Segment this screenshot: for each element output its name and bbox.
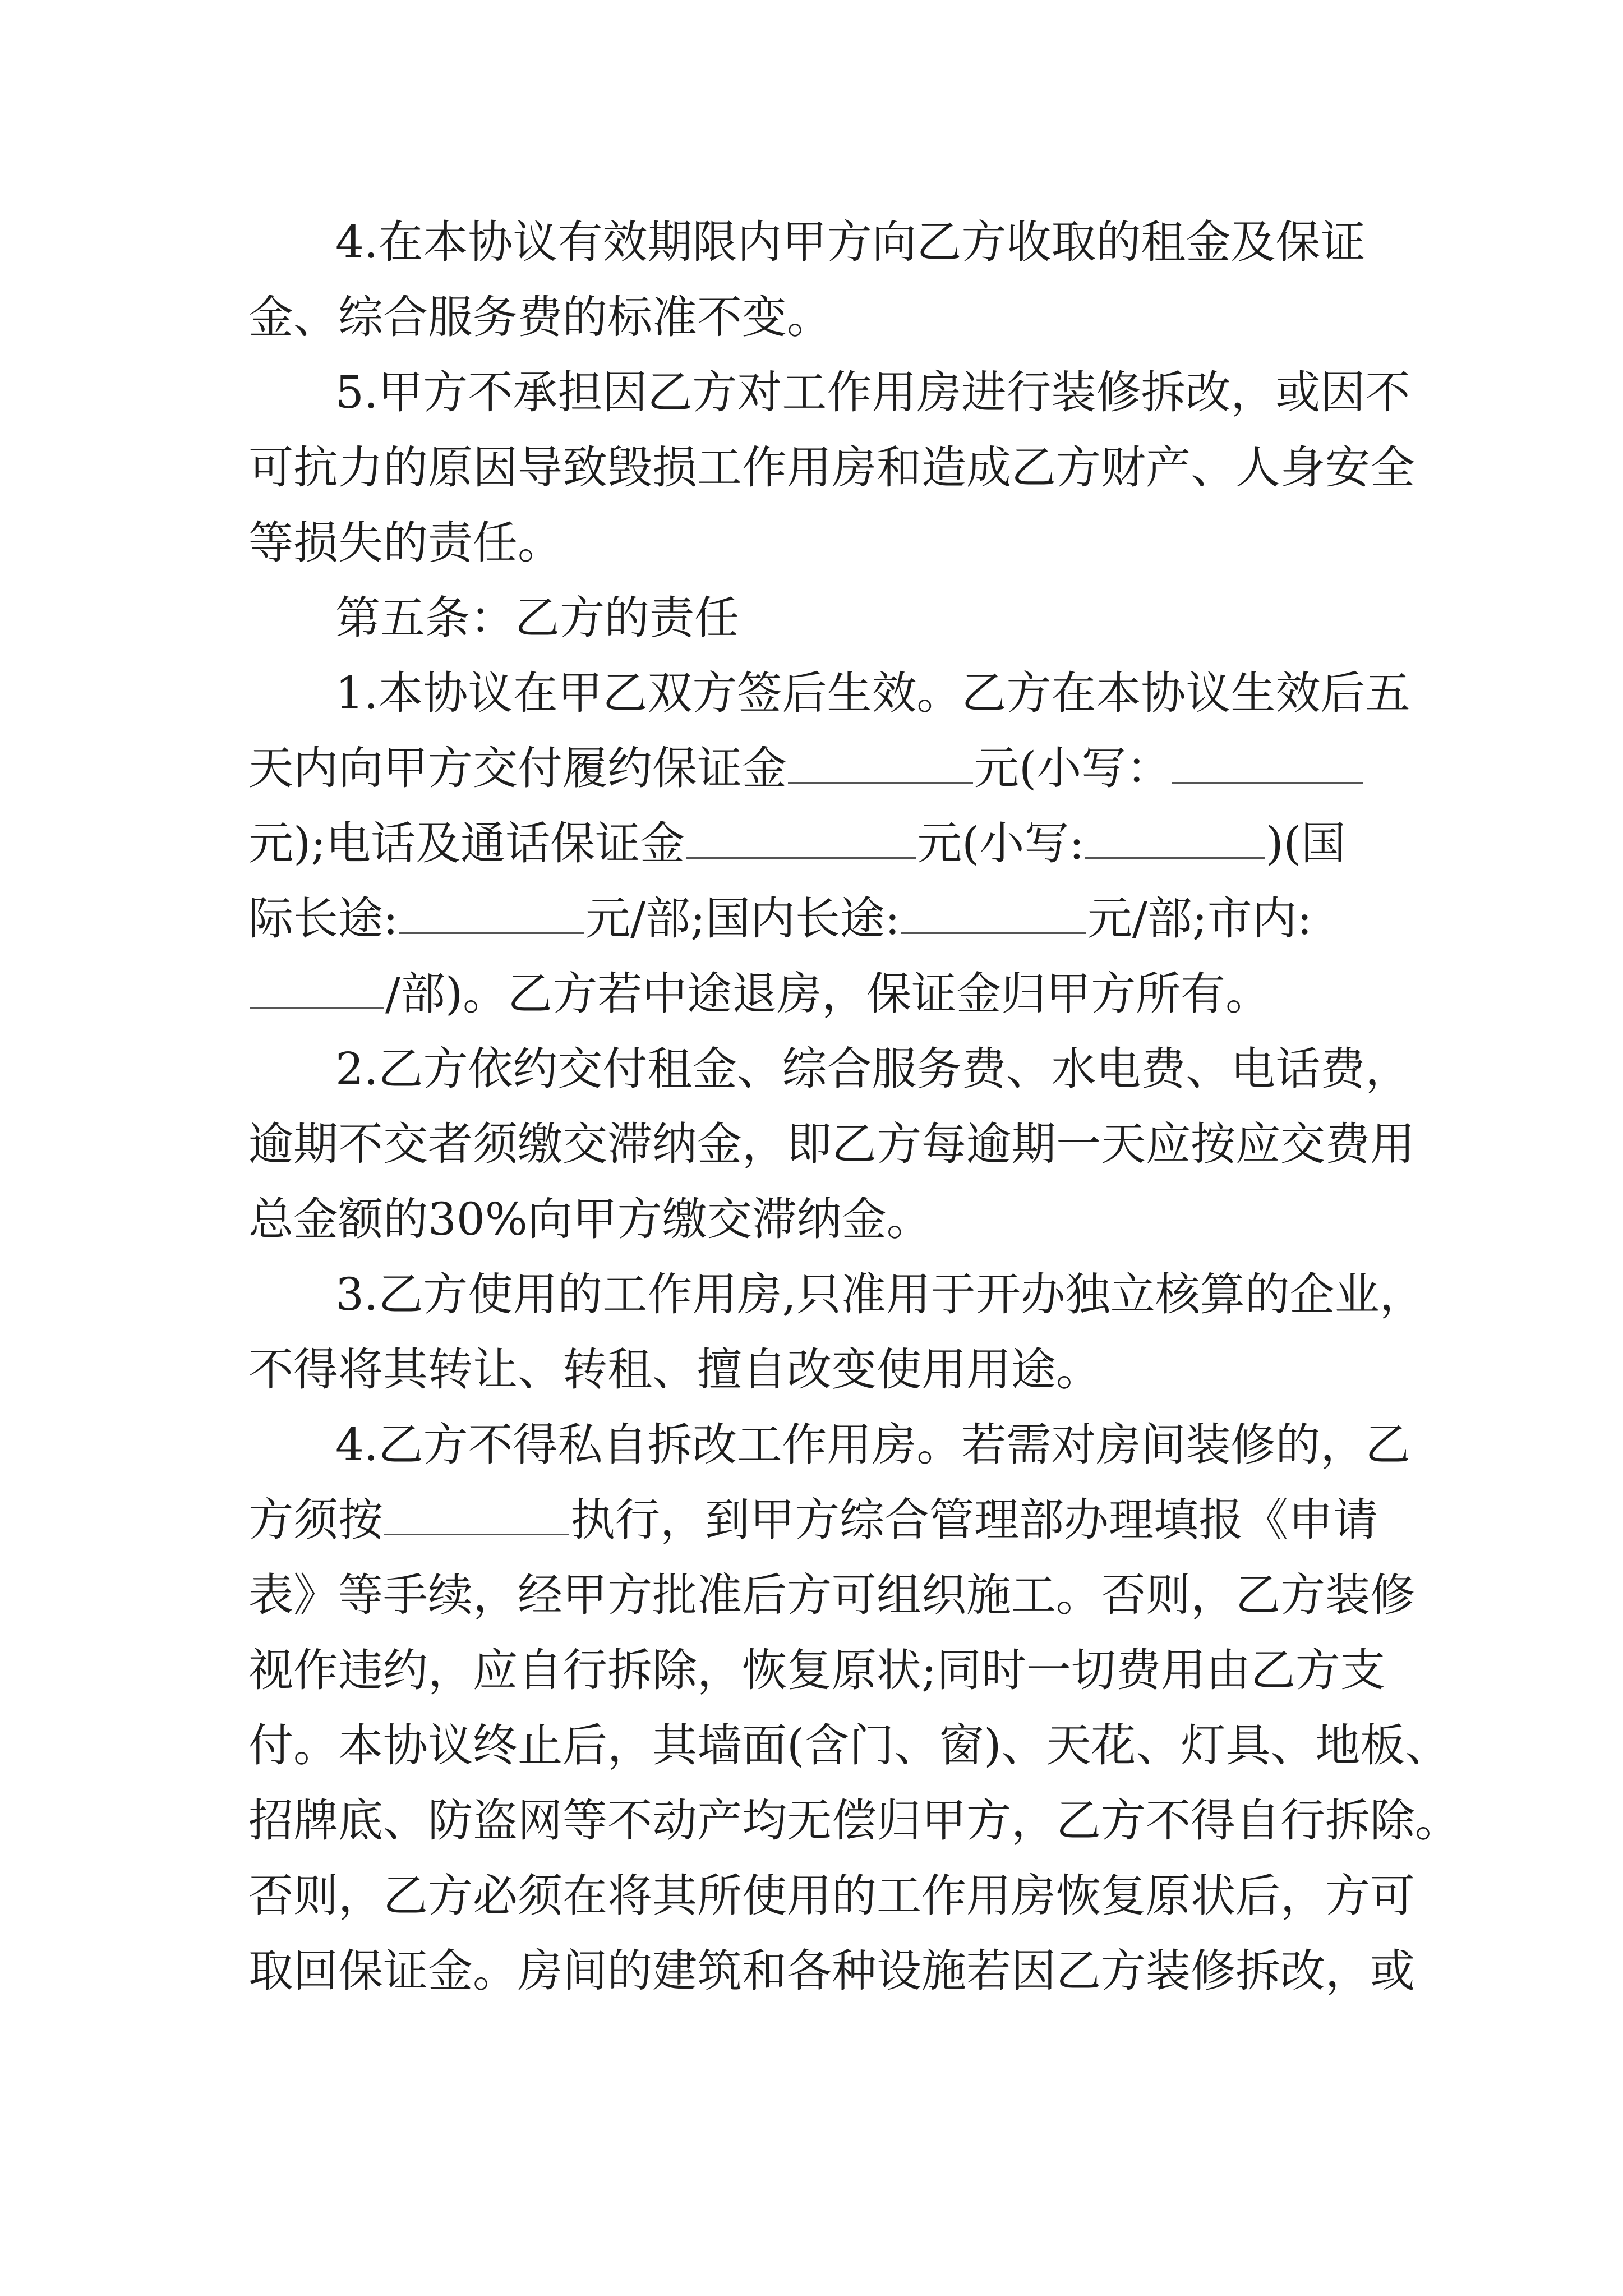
clause-4-line-2: 金、综合服务费的标准不变。 (248, 291, 832, 343)
item-4-line-4: 视作违约，应自行拆除，恢复原状;同时一切费用由乙方支 (248, 1644, 1385, 1696)
item-1-line-2 (248, 740, 1364, 797)
local-call-blank[interactable] (250, 967, 384, 1009)
item-2-line-3: 总金额的30%向甲方缴交滞纳金。 (248, 1193, 932, 1245)
clause-5-line-2: 可抗力的原因导致毁损工作用房和造成乙方财产、人身安全 (248, 441, 1415, 494)
item-1-line-4-text-b: 元/部;国内长途: (585, 892, 900, 945)
item-1-line-5-text: /部)。乙方若中途退房，保证金归甲方所有。 (385, 968, 1271, 1020)
item-1-line-3-text-a: 元);电话及通话保证金 (248, 817, 685, 869)
deposit-lowercase-blank[interactable] (1172, 742, 1363, 784)
item-4-line-8: 取回保证金。房间的建筑和各种设施若因乙方装修拆改，或 (248, 1945, 1415, 1997)
item-3-line-1: 3.乙方使用的工作用房,只准用于开办独立核算的企业， (335, 1268, 1424, 1320)
item-2-line-2: 逾期不交者须缴交滞纳金，即乙方每逾期一天应按应交费用 (248, 1118, 1415, 1170)
item-4-line-3: 表》等手续，经甲方批准后方可组织施工。否则，乙方装修 (248, 1569, 1415, 1621)
item-1-line-3 (248, 816, 1346, 872)
item-1-line-1: 1.本协议在甲乙双方签后生效。乙方在本协议生效后五 (335, 667, 1410, 719)
item-1-line-3-text-b: 元(小写: (917, 817, 1085, 869)
deposit-blank[interactable] (788, 742, 973, 784)
item-2-line-1: 2.乙方依约交付租金、综合服务费、水电费、电话费， (335, 1043, 1410, 1095)
item-4-line-1: 4.乙方不得私自拆改工作用房。若需对房间装修的，乙 (335, 1419, 1410, 1471)
item-4-line-2-text-a: 方须按 (248, 1494, 383, 1546)
domestic-call-blank[interactable] (901, 892, 1086, 934)
item-1-line-4 (248, 891, 1312, 947)
international-call-blank[interactable] (399, 892, 584, 934)
item-4-line-2-text-b: 执行，到甲方综合管理部办理填报《申请 (570, 1494, 1378, 1546)
item-1-line-2-text-a: 天内向甲方交付履约保证金 (248, 742, 787, 794)
item-4-line-2 (248, 1492, 1378, 1548)
item-3-line-2: 不得将其转让、转租、擅自改变使用用途。 (248, 1343, 1101, 1396)
renovation-rule-blank[interactable] (384, 1493, 569, 1535)
clause-4-line-1: 4.在本协议有效期限内甲方向乙方收取的租金及保证 (335, 216, 1366, 268)
clause-5-line-3: 等损失的责任。 (248, 517, 562, 569)
phone-deposit-blank[interactable] (686, 817, 916, 859)
item-1-line-5 (248, 966, 1270, 1022)
phone-deposit-lowercase-blank[interactable] (1085, 817, 1265, 859)
item-1-line-4-text-c: 元/部;市内: (1087, 892, 1312, 945)
article-5-heading: 第五条：乙方的责任 (335, 592, 739, 644)
item-4-line-5: 付。本协议终止后，其墙面(含门、窗)、天花、灯具、地板、 (248, 1719, 1450, 1772)
item-1-line-4-text-a: 际长途: (248, 892, 398, 945)
item-1-line-2-text-b: 元(小写： (974, 742, 1172, 794)
item-4-line-6: 招牌底、防盗网等不动产均无偿归甲方，乙方不得自行拆除。 (248, 1795, 1460, 1847)
clause-5-line-1: 5.甲方不承担因乙方对工作用房进行装修拆改，或因不 (335, 366, 1410, 418)
item-1-line-3-text-c: )(国 (1266, 817, 1346, 869)
item-4-line-7: 否则，乙方必须在将其所使用的工作用房恢复原状后，方可 (248, 1870, 1415, 1922)
